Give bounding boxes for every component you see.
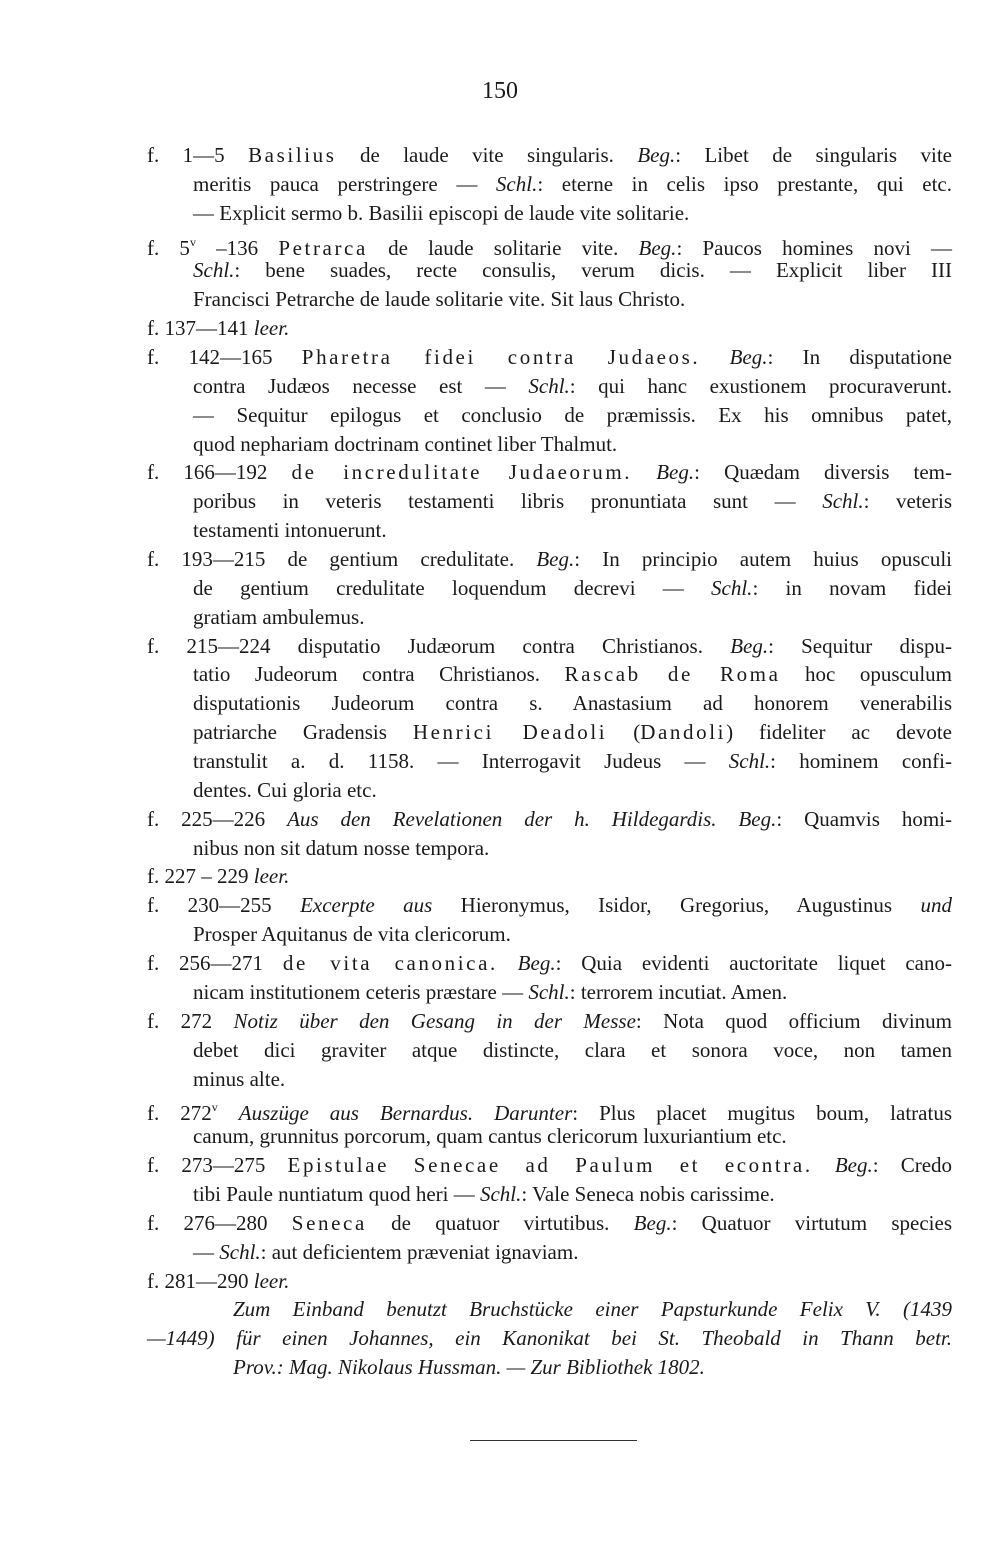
catalog-entry bbox=[147, 141, 952, 228]
italic-text: Beg. bbox=[656, 460, 695, 485]
entry-line bbox=[193, 199, 952, 228]
entry-line bbox=[193, 603, 952, 632]
text: quod nephariam doctrinam continet liber Thalmut. bbox=[193, 431, 618, 456]
superscript: v bbox=[189, 234, 196, 249]
text: ( bbox=[607, 720, 641, 745]
italic-text: leer. bbox=[253, 1268, 290, 1293]
entry-line bbox=[193, 170, 952, 199]
entry-line bbox=[193, 834, 952, 863]
text: f. 273—275 bbox=[147, 1153, 288, 1178]
italic-text: Beg. bbox=[730, 633, 769, 658]
text: minus alte. bbox=[193, 1066, 286, 1091]
entry-heading-line bbox=[147, 343, 952, 372]
entry-heading-line bbox=[147, 891, 952, 920]
text: nicam institutionem ceteris præstare — bbox=[193, 979, 529, 1004]
spaced-text: Petrarca bbox=[278, 235, 368, 260]
text: : veteris bbox=[863, 489, 952, 514]
catalog-entry bbox=[147, 1151, 952, 1209]
entry-line bbox=[193, 920, 952, 949]
text bbox=[717, 807, 739, 831]
spaced-text: Rascab de Roma bbox=[564, 662, 781, 687]
italic-text: Schl. bbox=[219, 1239, 261, 1264]
entry-line bbox=[193, 1065, 952, 1094]
text: f. 272 bbox=[147, 1101, 212, 1126]
text: nibus non sit datum nosse tempora. bbox=[193, 835, 490, 860]
italic-text: Schl. bbox=[193, 258, 235, 283]
text: : Libet de singularis vite bbox=[675, 143, 953, 167]
catalog-entry bbox=[147, 805, 952, 863]
spaced-text: de vita canonica. bbox=[282, 951, 498, 976]
text: : aut deficientem præveniat ignaviam. bbox=[260, 1239, 579, 1264]
catalog-entry bbox=[147, 458, 952, 545]
text: : terrorem incutiat. Amen. bbox=[569, 979, 788, 1004]
text: dentes. Cui gloria etc. bbox=[193, 777, 377, 802]
entry-heading-line bbox=[147, 805, 952, 834]
text: : Paucos homines novi — bbox=[676, 235, 953, 260]
text: tatio Judeorum contra Christianos. bbox=[193, 662, 565, 687]
text: f. 225—226 bbox=[147, 806, 288, 831]
spaced-text: Epistulae Senecae ad Paulum et econtra. bbox=[287, 1153, 813, 1178]
italic-text: Excerpte aus bbox=[300, 893, 433, 918]
catalog-entry bbox=[147, 1007, 952, 1094]
text: : Nota quod officium divinum bbox=[635, 1008, 952, 1033]
spaced-text: Henrici Deadoli bbox=[412, 720, 608, 745]
text: de quatuor virtutibus. bbox=[366, 1210, 634, 1235]
catalog-entry bbox=[147, 862, 952, 891]
catalog-entry bbox=[147, 949, 952, 1007]
entry-line bbox=[193, 978, 952, 1007]
text: de laude vite singularis. bbox=[336, 143, 638, 167]
entry-heading-line bbox=[147, 949, 952, 978]
catalog-entry bbox=[147, 228, 952, 315]
text: f. 272 bbox=[147, 1008, 234, 1033]
italic-text: Schl. bbox=[479, 1181, 522, 1206]
entry-line bbox=[193, 1122, 952, 1151]
italic-text: Beg. bbox=[637, 143, 676, 167]
text: : Plus placet mugitus boum, latratus bbox=[572, 1101, 952, 1126]
entry-heading-line bbox=[147, 545, 952, 574]
catalog-entries bbox=[147, 141, 952, 1382]
text: : hominem confi- bbox=[770, 749, 952, 774]
italic-text: Beg. bbox=[738, 806, 777, 831]
text: f. 281—290 bbox=[147, 1268, 254, 1293]
text: — Explicit sermo b. Basilii episcopi de laude vite solitarie. bbox=[193, 200, 690, 225]
spaced-text: Basilius bbox=[248, 143, 337, 167]
italic-text: Beg. bbox=[729, 345, 768, 370]
entry-heading-line bbox=[147, 141, 952, 170]
catalog-entry bbox=[147, 1209, 952, 1267]
entry-line bbox=[193, 372, 952, 401]
entry-line bbox=[193, 574, 952, 603]
italic-text: und bbox=[920, 893, 953, 918]
text: de laude solitarie vite. bbox=[367, 235, 639, 260]
text: : Quia evidenti auctoritate liquet cano- bbox=[555, 951, 952, 976]
italic-text: Schl. bbox=[822, 489, 864, 514]
entry-line bbox=[193, 256, 952, 285]
text: f. 5 bbox=[147, 235, 190, 260]
text: : in novam fidei bbox=[752, 575, 952, 600]
text: debet dici graviter atque distincte, clara et sonora voce, non tamen bbox=[193, 1037, 952, 1062]
text: : In principio autem huius opusculi bbox=[574, 547, 952, 572]
italic-text: Beg. bbox=[536, 547, 575, 572]
entry-line bbox=[193, 1180, 952, 1209]
text: Prosper Aquitanus de vita clericorum. bbox=[193, 922, 511, 947]
italic-text: Aus den Revelationen der h. Hildegardis. bbox=[287, 806, 717, 831]
text: f. 137—141 bbox=[147, 316, 254, 341]
entry-heading-line bbox=[147, 862, 952, 891]
catalog-entry bbox=[147, 1267, 952, 1296]
entry-list bbox=[147, 141, 952, 1295]
entry-heading-line bbox=[147, 632, 952, 661]
text: testamenti intonuerunt. bbox=[193, 518, 387, 543]
catalog-entry bbox=[147, 314, 952, 343]
italic-text: Schl. bbox=[528, 979, 570, 1004]
text: — Sequitur epilogus et conclusio de præmissis. Ex his omnibus patet, bbox=[193, 402, 952, 427]
text: poribus in veteris testamenti libris pronuntiata sunt — bbox=[193, 489, 823, 514]
text: patriarche Gradensis bbox=[193, 720, 413, 745]
entry-line bbox=[193, 1238, 952, 1267]
text: Francisci Petrarche de laude solitarie vite. Sit laus Christo. bbox=[193, 287, 686, 312]
text: –136 bbox=[195, 235, 279, 260]
catalog-entry bbox=[147, 545, 952, 632]
entry-line bbox=[193, 1036, 952, 1065]
italic-text: Beg. bbox=[517, 951, 556, 976]
italic-text: Schl. bbox=[728, 749, 771, 774]
entry-line bbox=[193, 747, 952, 776]
text: f. 215—224 disputatio Judæorum contra Christianos. bbox=[147, 633, 731, 658]
binding-provenance-note bbox=[147, 1295, 952, 1382]
entry-line bbox=[193, 401, 952, 430]
spaced-text: Pharetra fidei contra Judaeos. bbox=[301, 345, 701, 370]
text: : qui hanc exustionem procuraverunt. bbox=[569, 373, 953, 398]
entry-heading-line bbox=[147, 1093, 952, 1126]
entry-heading-line bbox=[147, 1007, 952, 1036]
entry-line bbox=[193, 689, 952, 718]
entry-line bbox=[193, 660, 952, 689]
closing-rule bbox=[470, 1440, 637, 1441]
catalog-entry bbox=[147, 1093, 952, 1151]
text: — bbox=[193, 1239, 220, 1264]
text bbox=[700, 345, 729, 369]
text: gratiam ambulemus. bbox=[193, 604, 365, 629]
note-line: —1449) für einen Johannes, ein Kanonikat bei St. Theobald in Thann betr. bbox=[147, 1326, 952, 1351]
text: : Credo bbox=[872, 1153, 953, 1178]
text: f. 166—192 bbox=[147, 460, 292, 485]
entry-line bbox=[193, 487, 952, 516]
text: ) fideliter ac devote bbox=[726, 720, 953, 745]
entry-line bbox=[193, 776, 952, 805]
text: f. 142—165 bbox=[147, 345, 302, 370]
entry-heading-line bbox=[147, 458, 952, 487]
entry-heading-line bbox=[147, 1267, 952, 1296]
italic-text: leer. bbox=[253, 864, 290, 889]
text: : In disputatione bbox=[767, 345, 952, 370]
text bbox=[813, 1153, 835, 1177]
page-number: 150 bbox=[482, 78, 518, 104]
catalog-entry bbox=[147, 632, 952, 805]
italic-text: Beg. bbox=[633, 1210, 672, 1235]
entry-line bbox=[193, 516, 952, 545]
italic-text: Beg. bbox=[834, 1153, 873, 1178]
text: f. 256—271 bbox=[147, 951, 283, 976]
entry-heading-line bbox=[147, 228, 953, 260]
entry-line bbox=[193, 285, 952, 314]
text: : Quatuor virtutum species bbox=[671, 1210, 953, 1235]
text: tibi Paule nuntiatum quod heri — bbox=[193, 1181, 480, 1206]
spaced-text: Dandoli bbox=[640, 720, 727, 745]
text: f. 227 – 229 bbox=[147, 864, 254, 889]
italic-text: leer. bbox=[253, 316, 290, 341]
italic-text: Notiz über den Gesang in der Messe bbox=[233, 1008, 636, 1033]
italic-text: Auszüge aus Bernardus. Darunter bbox=[238, 1101, 573, 1126]
superscript: v bbox=[211, 1100, 218, 1115]
text bbox=[498, 951, 518, 975]
text: : Sequitur dispu- bbox=[768, 633, 952, 658]
note-line: Zum Einband benutzt Bruchstücke einer Papsturkunde Felix V. (1439 bbox=[233, 1297, 952, 1322]
entry-line bbox=[193, 718, 952, 747]
entry-heading-line bbox=[147, 1151, 952, 1180]
italic-text: Schl. bbox=[528, 373, 570, 398]
text: : Quædam diversis tem- bbox=[694, 460, 952, 485]
entry-heading-line bbox=[147, 314, 952, 343]
text: : Quamvis homi- bbox=[776, 806, 953, 831]
text: : eterne in celis ipso prestante, qui etc. bbox=[537, 171, 952, 196]
text: canum, grunnitus porcorum, quam cantus clericorum luxuriantium etc. bbox=[193, 1124, 787, 1149]
entry-line bbox=[193, 430, 952, 459]
text: : Vale Seneca nobis carissime. bbox=[521, 1181, 775, 1206]
text: disputationis Judeorum contra s. Anastasium ad honorem venerabilis bbox=[193, 691, 952, 716]
text: Hieronymus, Isidor, Gregorius, Augustinus bbox=[432, 893, 921, 918]
spaced-text: de incredulitate Judaeorum. bbox=[291, 460, 633, 485]
entry-heading-line bbox=[147, 1209, 952, 1238]
catalog-entry bbox=[147, 891, 952, 949]
text bbox=[632, 460, 656, 484]
spaced-text: Seneca bbox=[291, 1210, 367, 1235]
text: f. 1—5 bbox=[147, 143, 249, 167]
text: transtulit a. d. 1158. — Interrogavit Judeus — bbox=[193, 749, 729, 774]
text: : bene suades, recte consulis, verum dicis. — Explicit liber III bbox=[234, 258, 952, 283]
text: f. 193—215 de gentium credulitate. bbox=[147, 547, 537, 572]
italic-text: Beg. bbox=[638, 235, 677, 260]
italic-text: Schl. bbox=[495, 171, 538, 196]
catalog-entry bbox=[147, 343, 952, 458]
note-line: Prov.: Mag. Nikolaus Hussman. — Zur Bibliothek 1802. bbox=[233, 1355, 705, 1380]
text: contra Judæos necesse est — bbox=[193, 373, 529, 398]
text: hoc opusculum bbox=[780, 662, 952, 687]
text: de gentium credulitate loquendum decrevi — bbox=[193, 575, 712, 600]
italic-text: Schl. bbox=[711, 575, 753, 600]
text: f. 230—255 bbox=[147, 893, 301, 918]
text: meritis pauca perstringere — bbox=[193, 171, 496, 196]
text: f. 276—280 bbox=[147, 1210, 292, 1235]
